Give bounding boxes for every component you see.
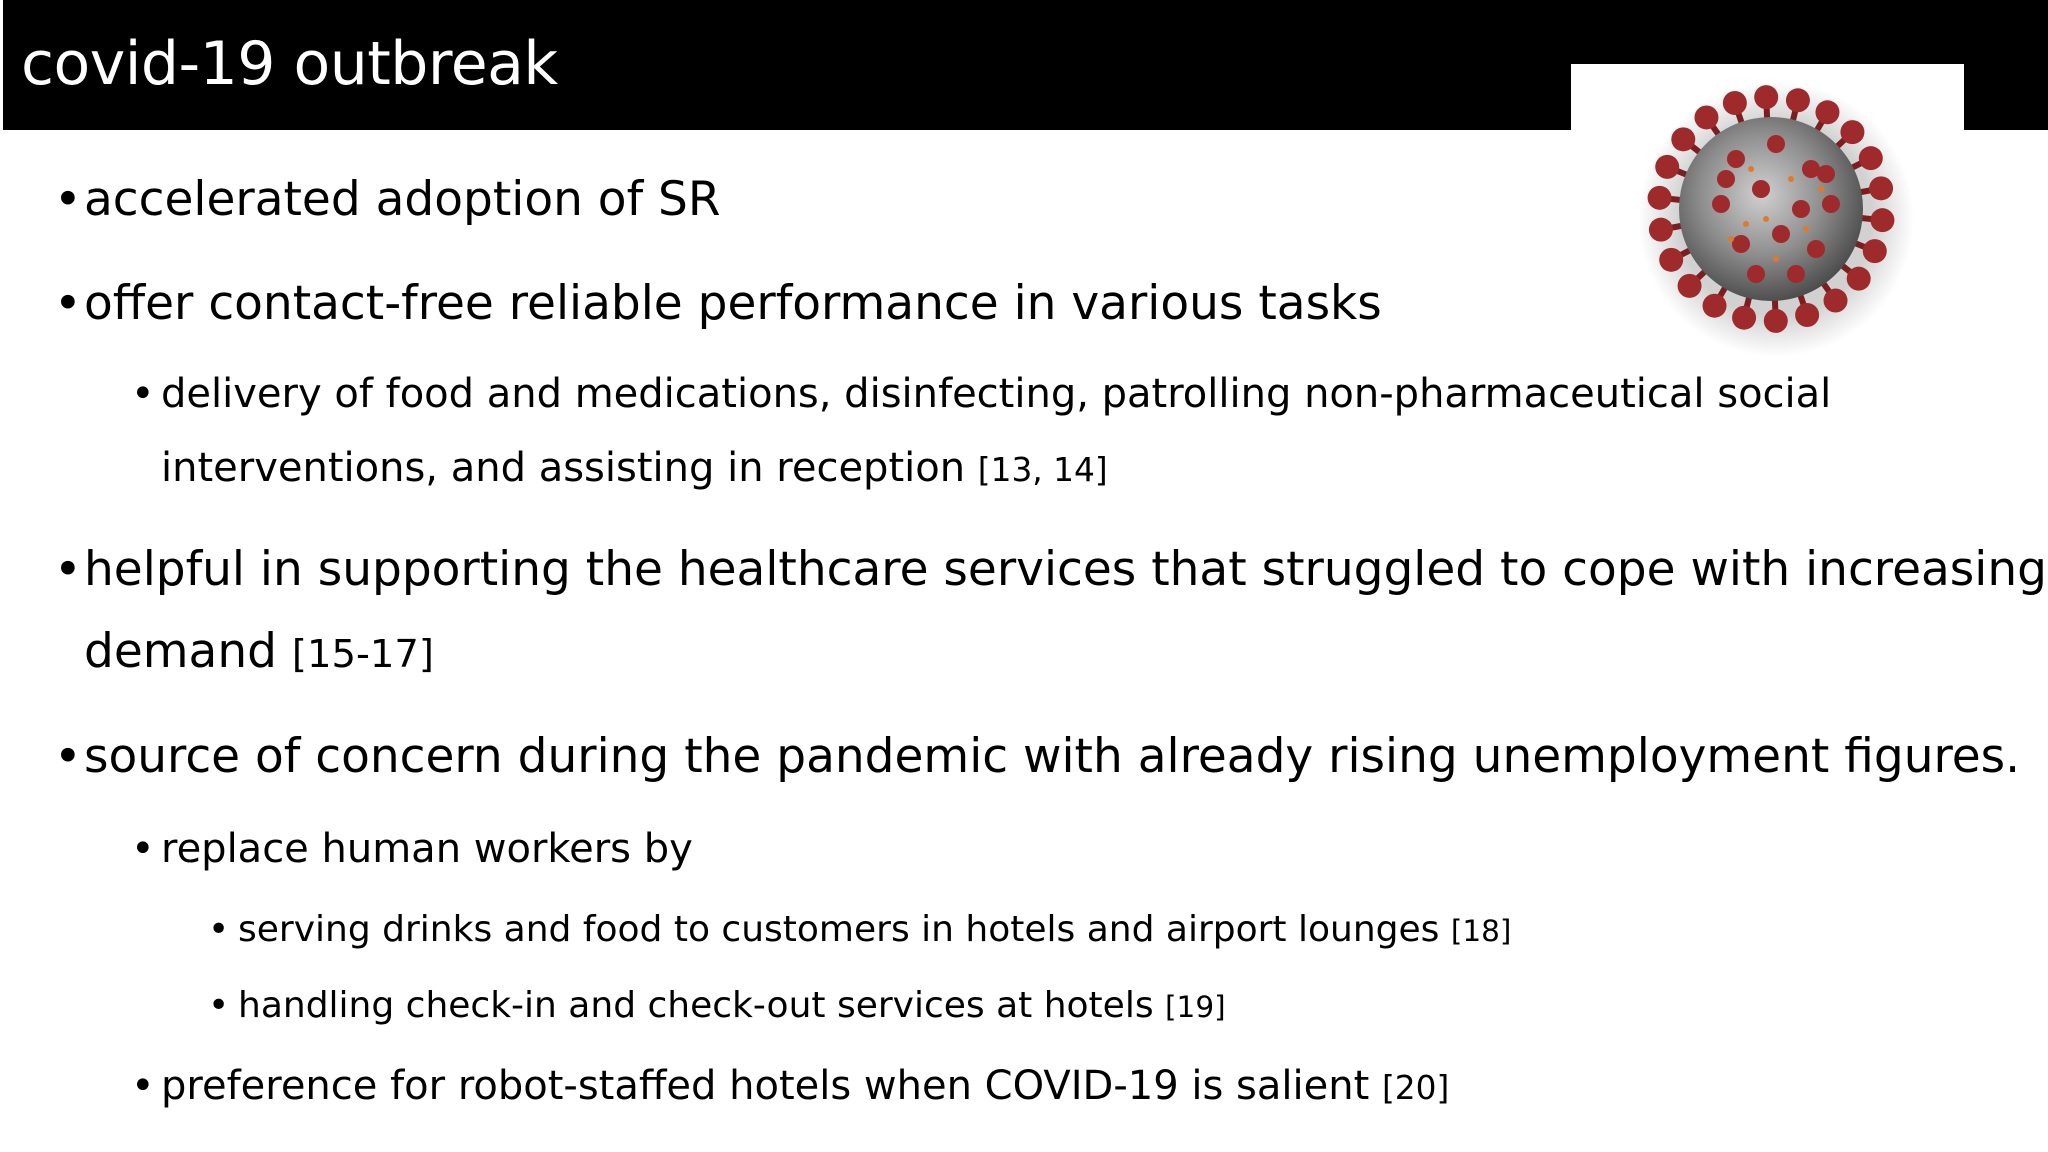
virus-surface-spike [1787, 265, 1805, 283]
virus-spike-head [1703, 294, 1727, 318]
bullet-dot: • [54, 276, 82, 331]
virus-spike-head [1840, 120, 1864, 144]
virus-surface-spike [1772, 225, 1790, 243]
virus-spike-head [1764, 309, 1788, 333]
virus-spike-head [1649, 218, 1673, 242]
bullet-1-text: accelerated adoption of SR [84, 172, 721, 227]
virus-spike-head [1655, 155, 1679, 179]
bullet-2-1 [131, 369, 1832, 419]
bullet-dot: • [208, 985, 230, 1026]
virus-protein-dot [1803, 226, 1809, 232]
citation: [19] [1165, 990, 1226, 1024]
bullet-dot: • [208, 909, 230, 950]
virus-protein-dot [1788, 176, 1794, 182]
bullet-dot: • [131, 1063, 155, 1109]
bullet-4-2-text: preference for robot-staffed hotels when COVID-19 is salient [161, 1063, 1382, 1109]
bullet-1 [54, 170, 721, 230]
virus-spike-head [1678, 274, 1702, 298]
virus-surface-spike [1712, 195, 1730, 213]
bullet-2-text: offer contact-free reliable performance in various tasks [84, 276, 1382, 331]
virus-spike-head [1859, 146, 1883, 170]
bullet-dot: • [54, 729, 82, 784]
bullet-dot: • [131, 826, 155, 872]
citation: [13, 14] [977, 451, 1108, 489]
bullet-3-line2: demand [84, 624, 292, 679]
bullet-4-2 [131, 1061, 1450, 1113]
virus-spike-head [1671, 127, 1695, 151]
virus-surface-spike [1732, 235, 1750, 253]
virus-surface-spike [1792, 200, 1810, 218]
virus-spike-head [1863, 239, 1887, 263]
bullet-2-1-cont [161, 443, 1108, 495]
virus-spike-head [1786, 88, 1810, 112]
bullet-dot: • [131, 371, 155, 417]
virus-surface-spike [1727, 150, 1745, 168]
virus-spike-head [1870, 208, 1894, 232]
virus-spike-head [1815, 100, 1839, 124]
virus-spike-head [1824, 289, 1848, 313]
virus-protein-dot [1763, 216, 1769, 222]
virus-spike-head [1869, 176, 1893, 200]
virus-protein-dot [1773, 256, 1779, 262]
virus-surface-spike [1817, 165, 1835, 183]
bullet-4-1 [131, 824, 693, 874]
virus-spike-head [1847, 267, 1871, 291]
virus-spike-head [1659, 248, 1683, 272]
virus-spike-head [1723, 91, 1747, 115]
virus-spike-head [1694, 105, 1718, 129]
bullet-2 [54, 274, 1382, 334]
virus-protein-dot [1818, 186, 1824, 192]
image-panel [1571, 64, 1964, 354]
bullet-2-1-line2: interventions, and assisting in reception [161, 445, 978, 491]
bullet-4-1-2 [208, 983, 1226, 1030]
bullet-4-1-1-text: serving drinks and food to customers in hotels and airport lounges [238, 909, 1451, 950]
virus-spike-head [1754, 85, 1778, 109]
bullet-4-text: source of concern during the pandemic with already rising unemployment figures. [84, 729, 2021, 784]
virus-surface-spike [1752, 180, 1770, 198]
virus-surface-spike [1822, 195, 1840, 213]
citation: [20] [1382, 1069, 1450, 1107]
virus-spike-head [1648, 186, 1672, 210]
virus-surface-spike [1807, 240, 1825, 258]
virus-surface-spike [1767, 135, 1785, 153]
bullet-4-1-text: replace human workers by [161, 826, 693, 872]
virus-protein-dot [1743, 221, 1749, 227]
bullet-3 [54, 540, 2047, 600]
virus-protein-dot [1748, 166, 1754, 172]
bullet-4-1-1 [208, 907, 1512, 954]
bullet-3-cont [84, 622, 434, 685]
bullet-dot: • [54, 172, 82, 227]
virus-protein-dot [1728, 236, 1734, 242]
virus-surface-spike [1747, 265, 1765, 283]
citation: [18] [1450, 914, 1512, 948]
citation: [15-17] [291, 632, 434, 677]
virus-surface-spike [1717, 170, 1735, 188]
coronavirus-icon [1626, 69, 1916, 359]
bullet-4-1-2-text: handling check-in and check-out services at hotels [238, 985, 1166, 1026]
bullet-4 [54, 727, 2021, 787]
virus-spike-head [1732, 306, 1756, 330]
bullet-3-line1: helpful in supporting the healthcare services that struggled to cope with increasing [84, 542, 2047, 597]
slide-title: covid-19 outbreak [21, 29, 558, 99]
bullet-dot: • [54, 542, 82, 597]
virus-spike-head [1795, 303, 1819, 327]
bullet-2-1-line1: delivery of food and medications, disinfecting, patrolling non-pharmaceutical social [161, 371, 1832, 417]
